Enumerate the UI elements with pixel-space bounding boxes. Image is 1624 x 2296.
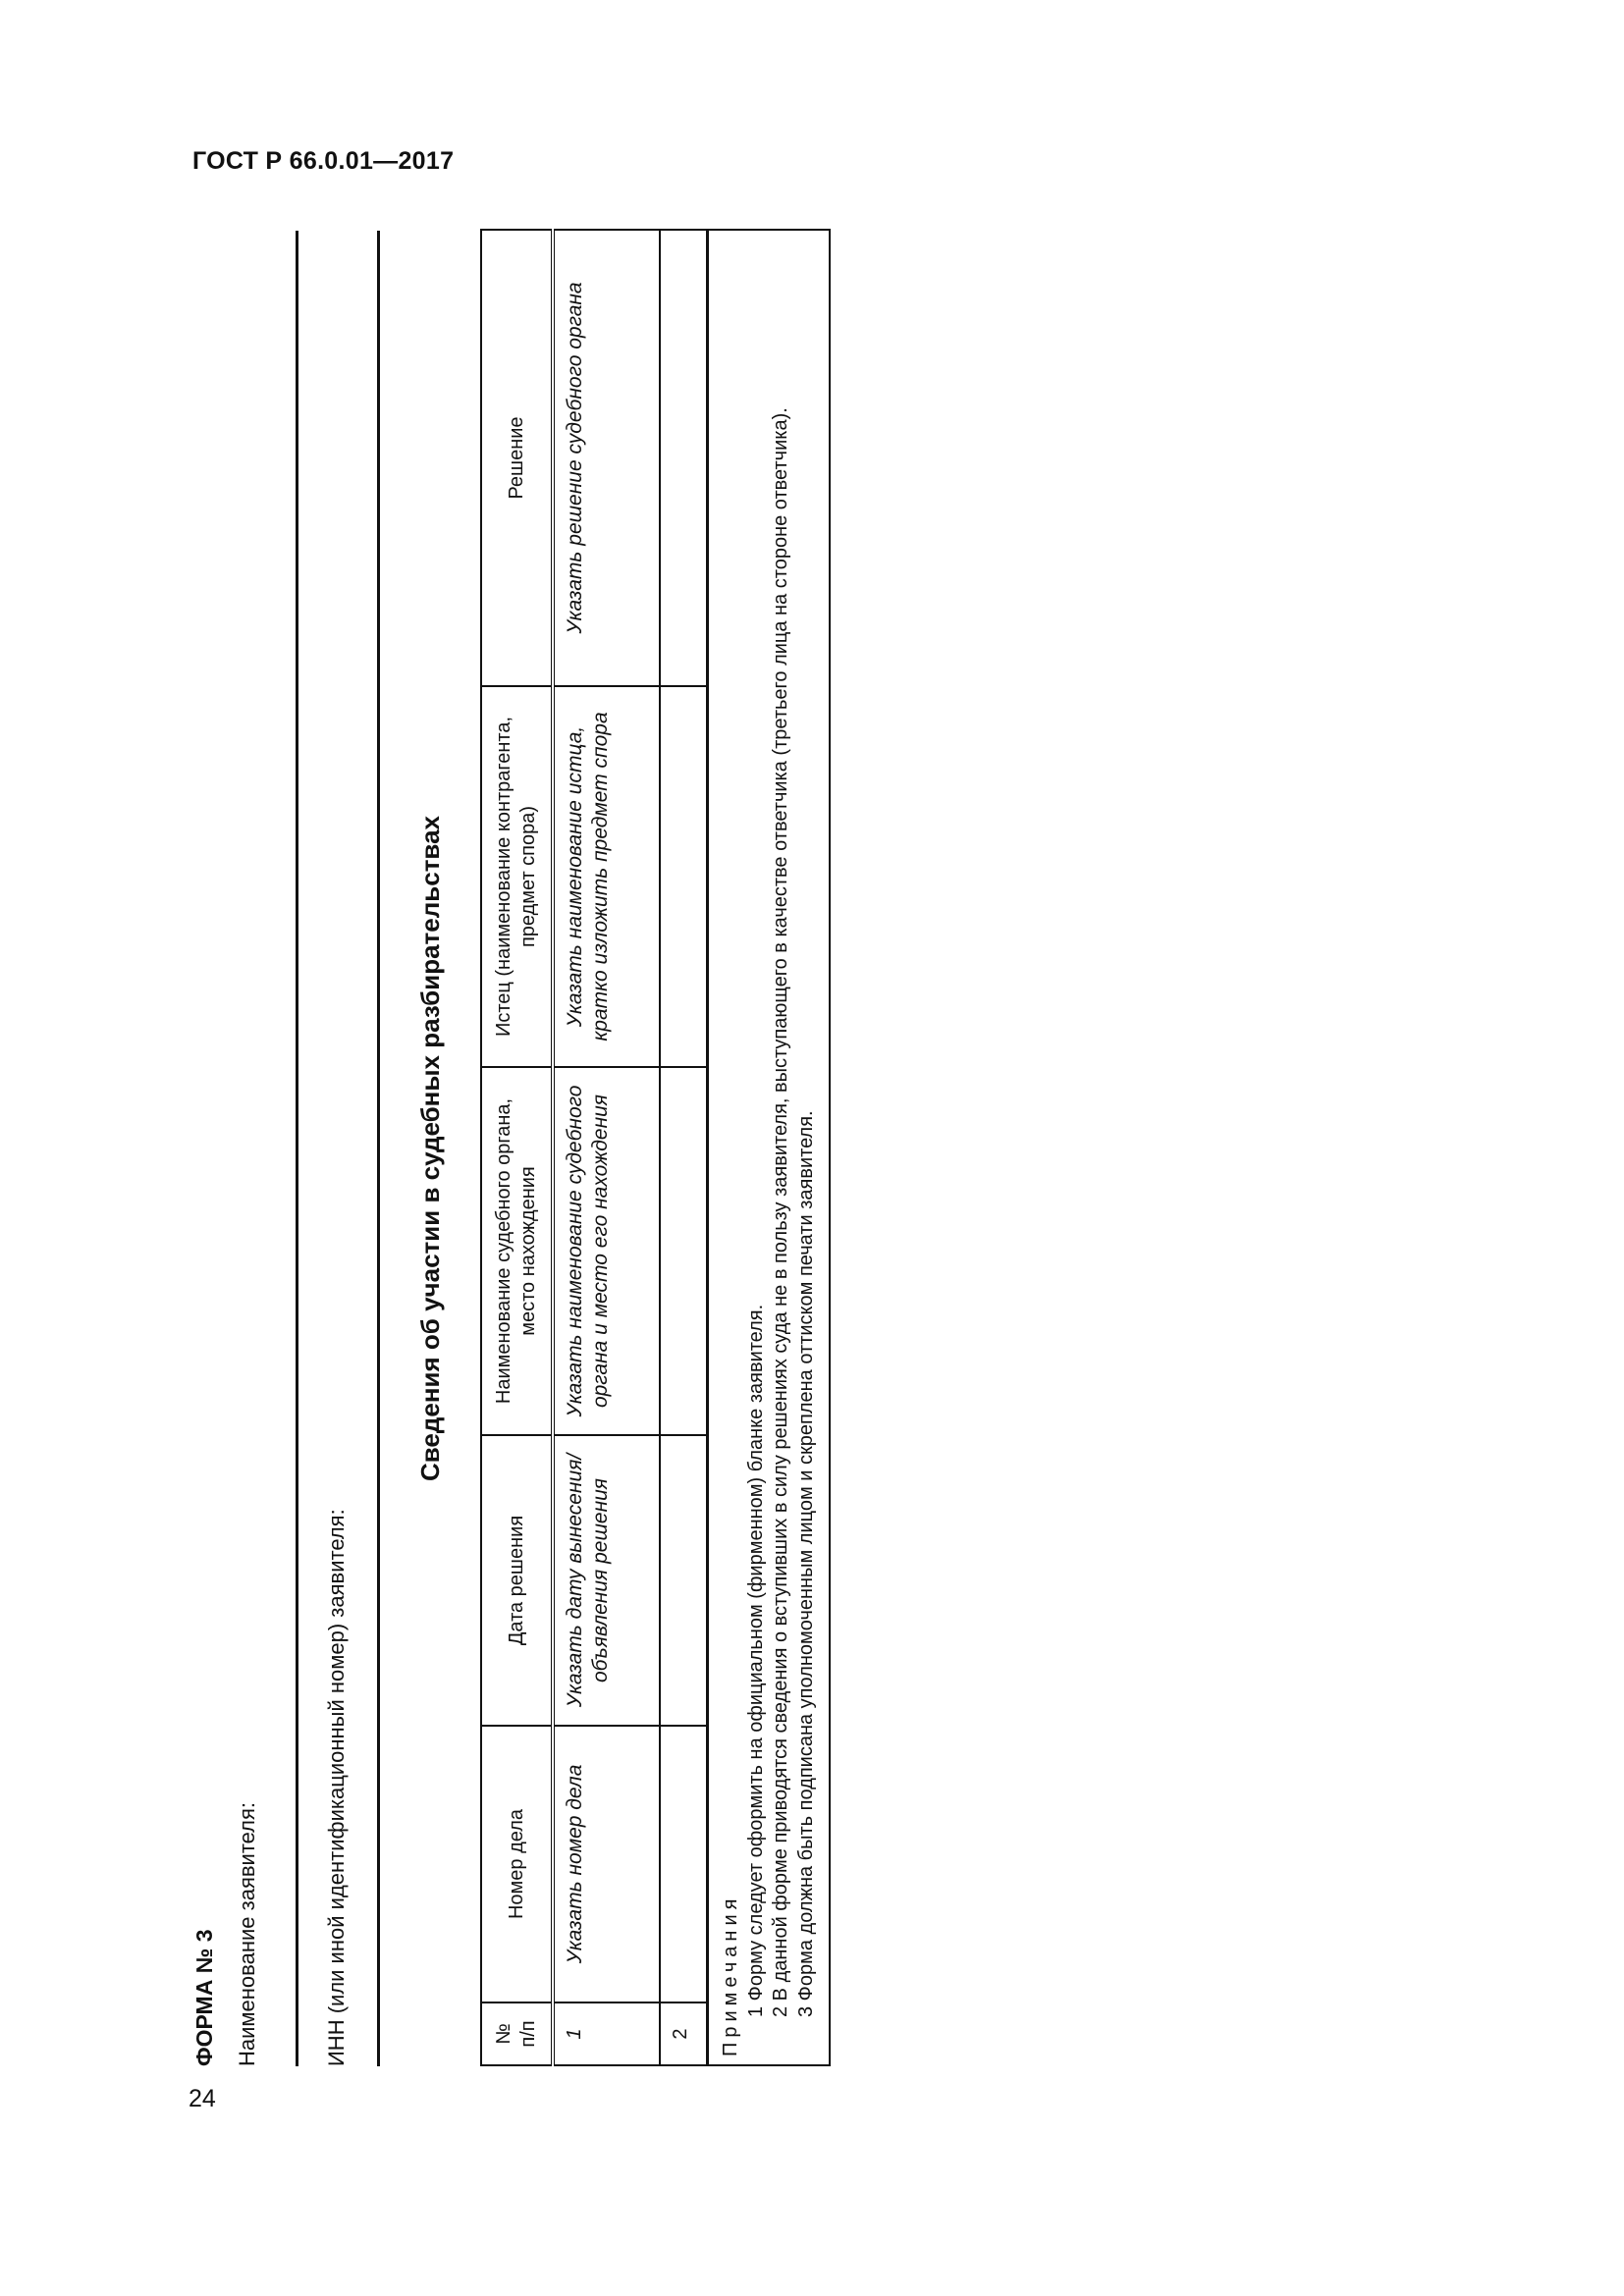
decision-cell xyxy=(660,230,708,686)
row-number-cell: 1 xyxy=(553,2002,660,2065)
header-cell-plaintiff: Истец (наименование контрагента, предмет спора) xyxy=(481,686,553,1067)
header-cell-decision-date: Дата решения xyxy=(481,1435,553,1726)
applicant-inn-label: ИНН (или иной идентификационный номер) заявителя: xyxy=(324,1509,349,2066)
table-row xyxy=(660,230,708,2065)
plaintiff-cell: Указать наименование истца, кратко изложить предмет спора xyxy=(553,686,660,1067)
court-cell xyxy=(660,1067,708,1435)
form-title: ФОРМА № 3 xyxy=(191,1929,217,2066)
note-item: 3 Форма должна быть подписана уполномоченным лицом и скреплена оттиском печати заявителя. xyxy=(794,1110,817,2017)
note-item: 2 В данной форме приводятся сведения о вступивших в силу решениях суда не в пользу заявителя, выступающего в качестве ответчика (третьего лица на стороне ответчика). xyxy=(770,407,792,2017)
note-item: 1 Форму следует оформить на официальном (фирменном) бланке заявителя. xyxy=(744,1304,767,2017)
court-cases-table xyxy=(480,229,831,2066)
standard-header: ГОСТ Р 66.0.01—2017 xyxy=(192,147,455,175)
page-number: 24 xyxy=(189,2085,216,2112)
notes-heading: Примечания xyxy=(720,1894,741,2056)
decision-date-cell: Указать дату вынесения/ объявления решения xyxy=(553,1435,660,1726)
decision-cell: Указать решение судебного органа xyxy=(553,230,660,686)
plaintiff-cell xyxy=(660,686,708,1067)
rotated-form-content xyxy=(191,231,893,2066)
section-title: Сведения об участии в судебных разбирательствах xyxy=(415,816,445,1482)
decision-date-cell xyxy=(660,1435,708,1726)
court-cell: Указать наименование судебного органа и место его нахождения xyxy=(553,1067,660,1435)
header-cell-decision: Решение xyxy=(481,230,553,686)
header-cell-case-number: Номер дела xyxy=(481,1726,553,2002)
notes-cell xyxy=(708,230,831,2065)
table-header-row xyxy=(481,230,553,2065)
applicant-inn-line xyxy=(377,231,380,2066)
header-cell-court: Наименование судебного органа, место нахождения xyxy=(481,1067,553,1435)
applicant-name-label: Наименование заявителя: xyxy=(235,1801,259,2066)
header-cell-number: № п/п xyxy=(481,2002,553,2065)
table-row xyxy=(553,230,660,2065)
case-number-cell: Указать номер дела xyxy=(553,1726,660,2002)
notes-row xyxy=(708,230,831,2065)
applicant-name-line xyxy=(296,231,298,2066)
row-number-cell: 2 xyxy=(660,2002,708,2065)
case-number-cell xyxy=(660,1726,708,2002)
